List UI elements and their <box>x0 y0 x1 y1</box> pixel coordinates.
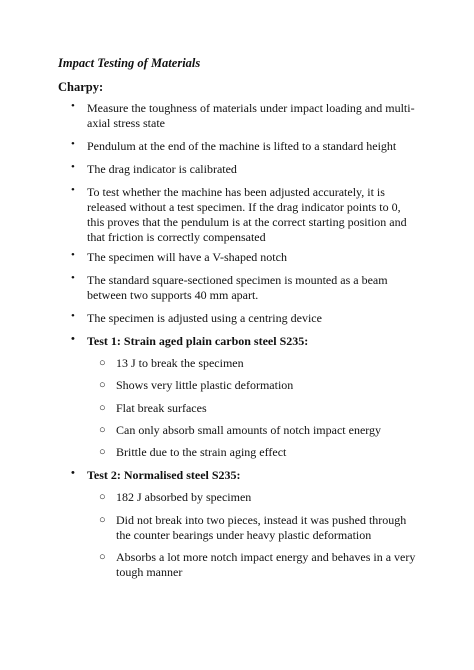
document-title: Impact Testing of Materials <box>58 56 201 70</box>
list-item <box>71 138 417 154</box>
sub-list-item-text: 182 J absorbed by specimen <box>116 490 252 504</box>
list-item-text: To test whether the machine has been adjusted accurately, it is released without a test specimen. If the drag indicator points to 0, this proves that the pendulum is at the correct starting position and that friction is correctly compensated <box>87 185 407 244</box>
sub-list-item-text: Flat break surfaces <box>116 401 207 415</box>
list-item-text: The standard square-sectioned specimen is mounted as a beam between two supports 40 mm apart. <box>87 273 388 302</box>
sub-list-item-text: Shows very little plastic deformation <box>116 378 294 392</box>
bullet-icon: • <box>71 249 75 261</box>
sub-list-item <box>99 513 416 543</box>
bullet-icon: • <box>71 100 75 112</box>
sub-list-item <box>99 550 416 580</box>
list-item <box>71 272 417 303</box>
sub-list-item-text: Brittle due to the strain aging effect <box>116 445 287 459</box>
bullet-icon: • <box>71 467 75 479</box>
section-heading-charpy: Charpy: <box>58 80 104 94</box>
test-1-heading: Test 1: Strain aged plain carbon steel S235: <box>87 334 309 348</box>
list-item <box>71 161 417 177</box>
sub-list-item <box>99 490 416 505</box>
bullet-icon: • <box>71 161 75 173</box>
list-item-text: The drag indicator is calibrated <box>87 162 237 176</box>
list-item-test-2 <box>71 467 417 483</box>
list-item-test-1 <box>71 333 417 349</box>
bullet-icon: • <box>71 138 75 150</box>
list-item-text: The specimen is adjusted using a centring device <box>87 311 322 325</box>
list-item <box>71 184 417 245</box>
circle-bullet-icon: ○ <box>99 446 106 458</box>
list-item <box>71 249 417 265</box>
circle-bullet-icon: ○ <box>99 357 106 369</box>
sub-list-item <box>99 423 416 438</box>
list-item-text: Measure the toughness of materials under impact loading and multi-axial stress state <box>87 101 415 130</box>
list-item <box>71 310 417 326</box>
bullet-icon: • <box>71 310 75 322</box>
test-2-heading: Test 2: Normalised steel S235: <box>87 468 241 482</box>
list-item-text: The specimen will have a V-shaped notch <box>87 250 287 264</box>
bullet-icon: • <box>71 184 75 196</box>
circle-bullet-icon: ○ <box>99 491 106 503</box>
circle-bullet-icon: ○ <box>99 379 106 391</box>
bullet-icon: • <box>71 333 75 345</box>
sub-list-item-text: Did not break into two pieces, instead it was pushed through the counter bearings under heavy plastic deformation <box>116 513 407 542</box>
sub-list-item-text: Absorbs a lot more notch impact energy and behaves in a very tough manner <box>116 550 416 579</box>
sub-list-item-text: 13 J to break the specimen <box>116 356 244 370</box>
sub-list-item <box>99 378 416 393</box>
sub-list-item-text: Can only absorb small amounts of notch impact energy <box>116 423 382 437</box>
circle-bullet-icon: ○ <box>99 551 106 563</box>
circle-bullet-icon: ○ <box>99 424 106 436</box>
bullet-icon: • <box>71 272 75 284</box>
list-item-text: Pendulum at the end of the machine is lifted to a standard height <box>87 139 397 153</box>
circle-bullet-icon: ○ <box>99 514 106 526</box>
circle-bullet-icon: ○ <box>99 402 106 414</box>
sub-list-item <box>99 401 416 416</box>
sub-list-item <box>99 356 416 371</box>
list-item <box>71 100 417 131</box>
sub-list-item <box>99 445 416 460</box>
